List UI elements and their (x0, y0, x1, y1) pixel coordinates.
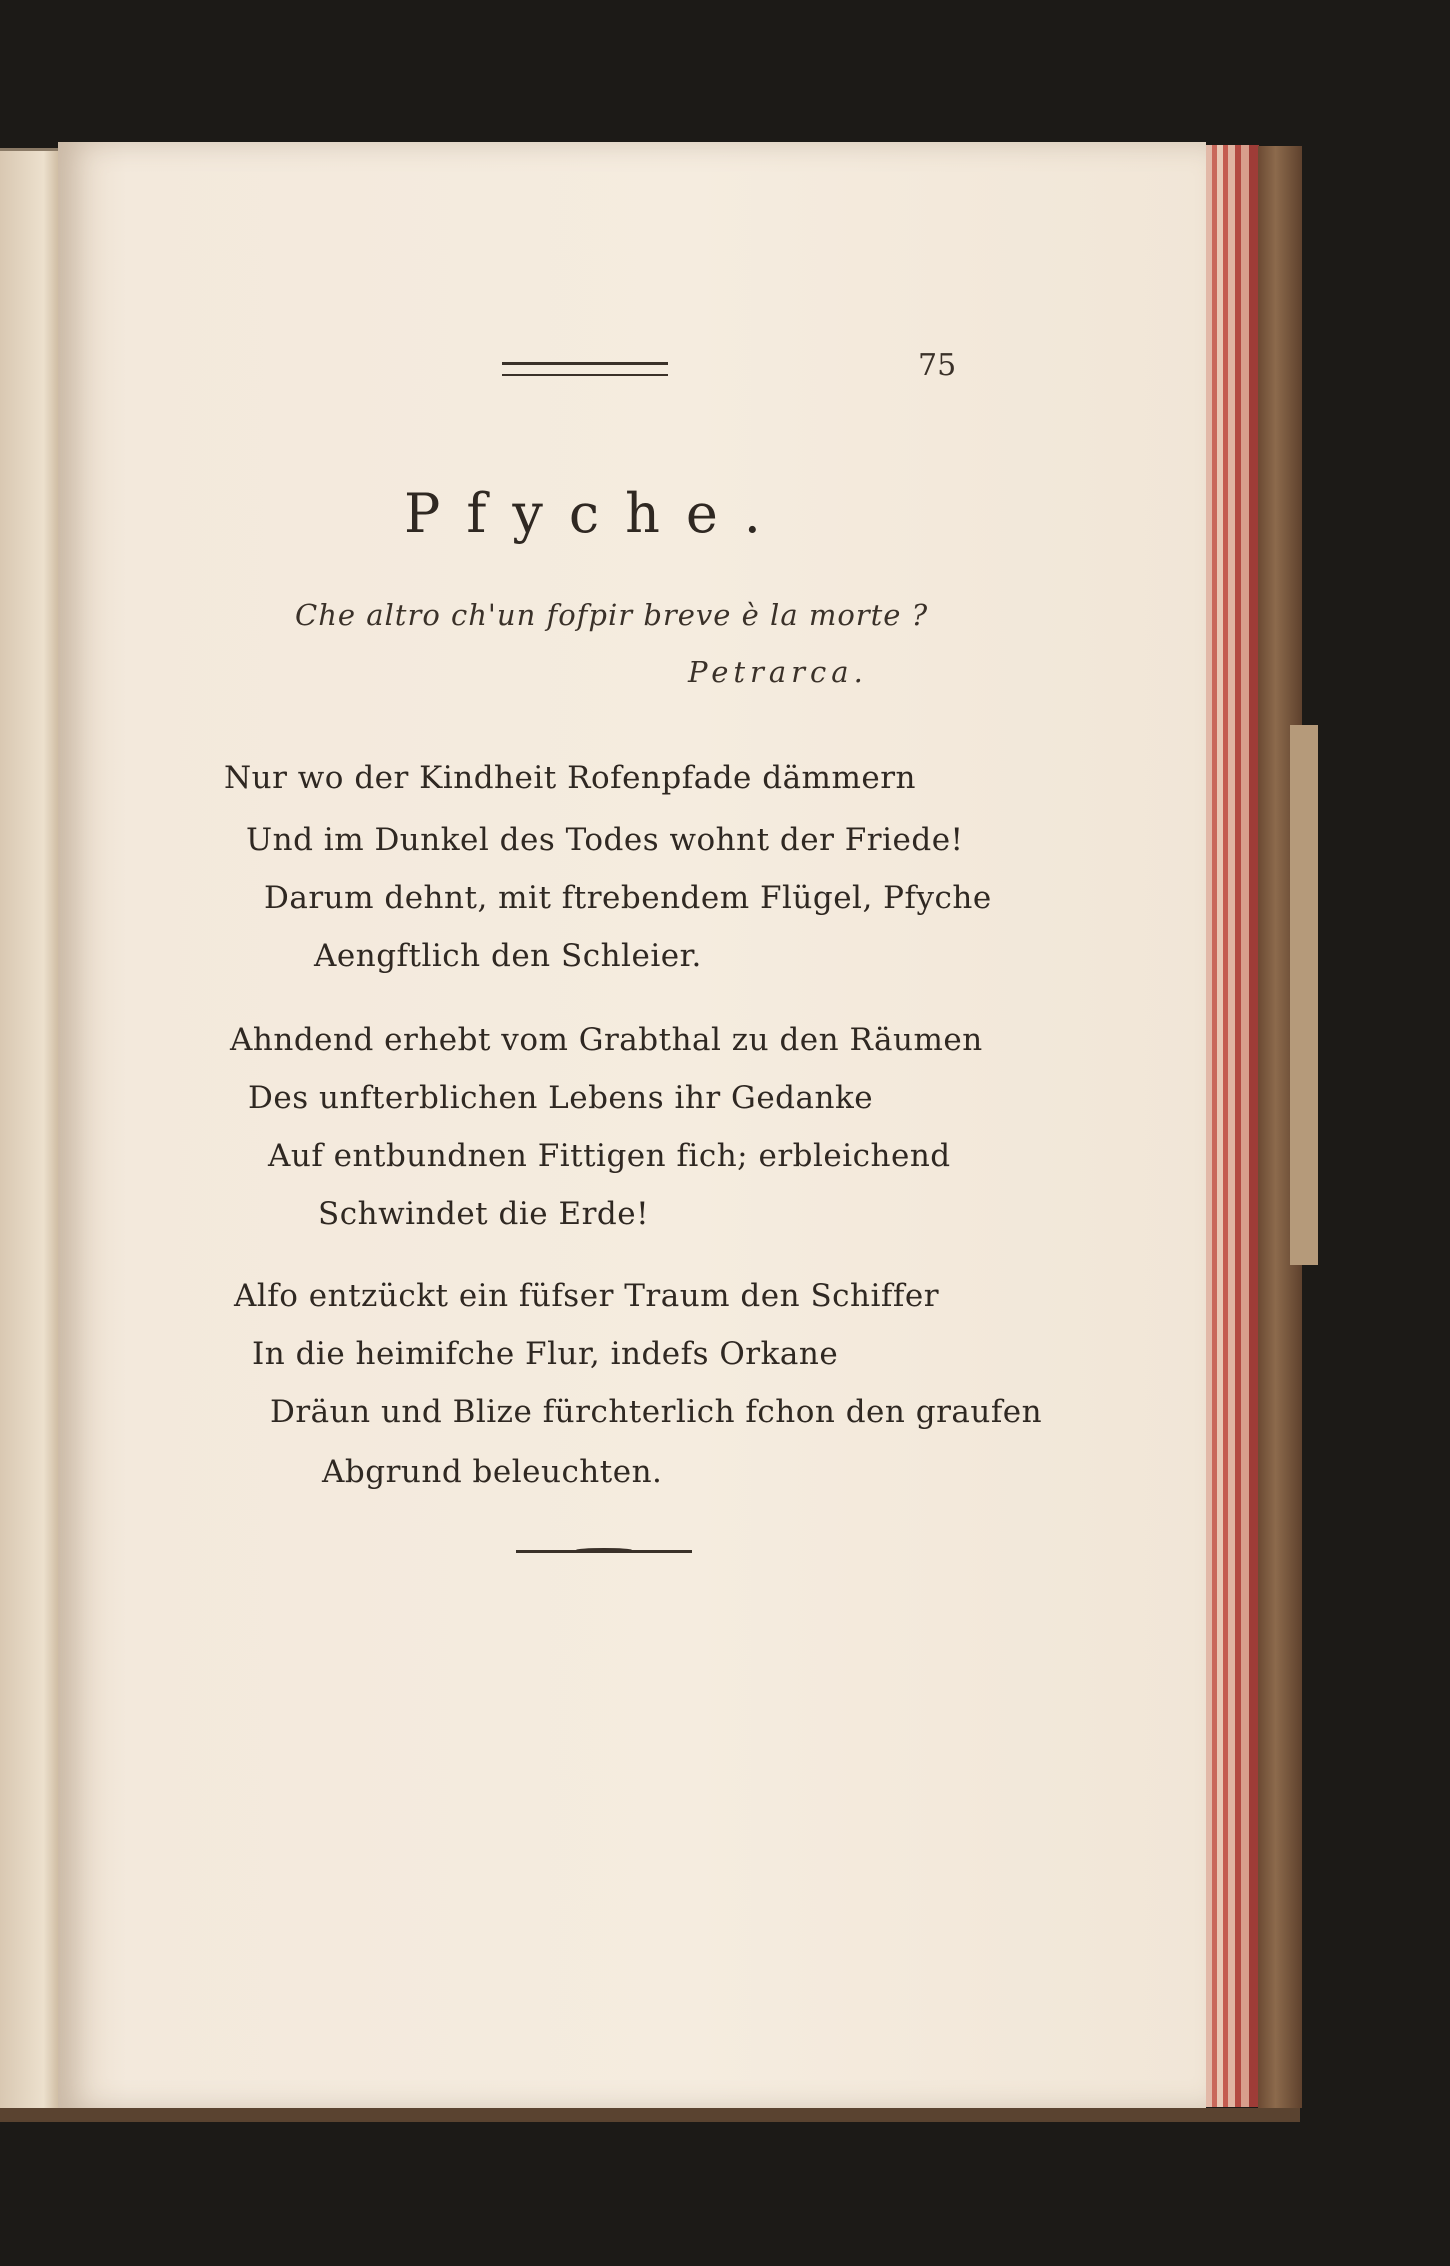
poem-line: Aengftlich den Schleier. (314, 938, 702, 974)
bottom-board (0, 2108, 1300, 2122)
poem-line: Schwindet die Erde! (318, 1196, 650, 1232)
epigraph-author: Petrarca. (688, 655, 868, 689)
poem-line: Abgrund beleuchten. (322, 1454, 663, 1490)
poem-line: Des unfterblichen Lebens ihr Gedanke (248, 1080, 874, 1116)
poem-line: In die heimifche Flur, indefs Orkane (252, 1336, 839, 1372)
page-edge-layer (1228, 145, 1235, 2107)
poem-line: Darum dehnt, mit ftrebendem Flügel, Pfyche (264, 880, 992, 916)
page-edge-layer (1241, 145, 1249, 2107)
poem-title: Pfyche. (404, 482, 787, 545)
poem-line: Ahndend erhebt vom Grabthal zu den Räumen (230, 1022, 983, 1058)
page-number: 75 (918, 348, 957, 383)
left-page-edge (0, 148, 62, 2116)
poem-line: Und im Dunkel des Todes wohnt der Friede! (246, 822, 964, 858)
epigraph-text: Che altro ch'un fofpir breve è la morte ? (295, 598, 929, 632)
poem-line: Alfo entzückt ein füfser Traum den Schiffer (234, 1278, 940, 1314)
poem-line: Nur wo der Kindheit Rofenpfade dämmern (224, 760, 916, 796)
poem-line: Auf entbundnen Fittigen fich; erbleichend (268, 1138, 951, 1174)
poem-line: Dräun und Blize fürchterlich fchon den graufen (270, 1394, 1043, 1430)
end-ornament-rule (516, 1550, 692, 1553)
book-page (58, 142, 1206, 2110)
header-rule (502, 362, 668, 376)
cover-tab (1290, 725, 1318, 1265)
